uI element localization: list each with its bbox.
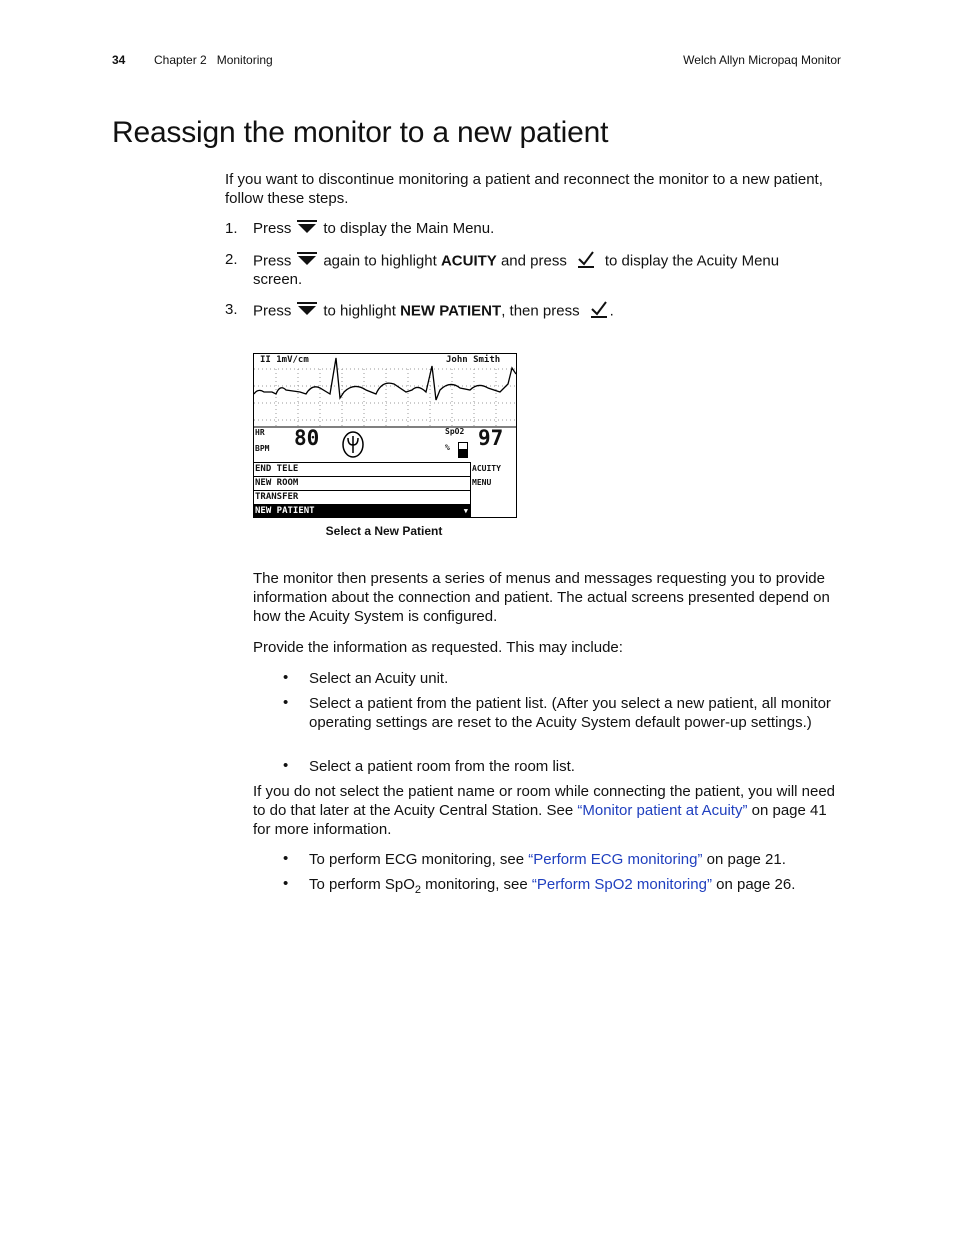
bullet-marker: • <box>283 875 289 892</box>
bullet-marker: • <box>283 694 289 711</box>
chapter-header: Chapter 2 Monitoring <box>154 53 273 67</box>
bullet-marker: • <box>283 850 289 867</box>
bpm-label: BPM <box>255 444 270 453</box>
bullet-ecg-monitoring: To perform ECG monitoring, see “Perform ECG monitoring” on page 21. <box>309 851 786 868</box>
patient-name: John Smith <box>446 355 501 365</box>
step-1: Press to display the Main Menu. <box>253 220 495 237</box>
percent-label: % <box>445 443 450 452</box>
link-monitor-patient-at-acuity[interactable]: “Monitor patient at Acuity” <box>577 802 748 819</box>
ecg-waveform <box>254 354 516 429</box>
step-number: 3. <box>225 301 238 318</box>
paragraph-provide-info: Provide the information as requested. This may include: <box>253 639 623 656</box>
paragraph-monitor-presents: The monitor then presents a series of menus and messages requesting you to provide information about the connection and patient. The actual screens presented depend on how the Acuity System is configured. <box>253 570 830 625</box>
heart-rate-value: 80 <box>294 426 320 450</box>
acuity-label: ACUITY <box>472 464 501 473</box>
spo2-label: SpO2 <box>445 427 465 436</box>
down-arrow-key-icon <box>297 220 317 239</box>
monitor-screen-figure <box>253 353 517 518</box>
check-key-icon <box>577 250 595 273</box>
patient-connection-icon <box>342 431 364 458</box>
bullet-marker: • <box>283 757 289 774</box>
menu-item-new-room[interactable]: NEW ROOM <box>254 477 470 491</box>
menu-item-end-tele[interactable]: END TELE <box>254 463 470 477</box>
menu-label: MENU <box>472 478 492 487</box>
paragraph-later-at-central: If you do not select the patient name or room while connecting the patient, you will need to do that later at the Acuity Central Station. See “Monitor patient at Acuity” on page 41 for more information. <box>253 783 836 838</box>
hr-label: HR <box>255 428 265 437</box>
bullet-room-list: Select a patient room from the room list. <box>309 758 575 775</box>
step-2: Press again to highlight ACUITY and press to display the Acuity Menu <box>253 250 833 273</box>
bullet-patient-list: Select a patient from the patient list. (After you select a new patient, all monitor operating settings are reset to the Acuity System default power-up settings.) <box>309 695 831 731</box>
step-3: Press to highlight NEW PATIENT, then press . <box>253 300 833 323</box>
bullet-spo2-monitoring: To perform SpO$_2$ monitoring, see “Perform SpO2 monitoring” on page 26. <box>309 876 796 896</box>
link-perform-ecg-monitoring[interactable]: “Perform ECG monitoring” <box>528 851 703 868</box>
menu-list <box>254 462 471 518</box>
bullet-marker: • <box>283 669 289 686</box>
spo2-signal-bar <box>458 442 468 458</box>
document-title: Welch Allyn Micropaq Monitor <box>683 53 841 67</box>
bullet-acuity-unit: Select an Acuity unit. <box>309 670 449 687</box>
scroll-down-icon: ▼ <box>463 507 468 515</box>
menu-item-transfer[interactable]: TRANSFER <box>254 491 470 505</box>
ecg-lead-label: II 1mV/cm <box>260 355 309 365</box>
step-number: 2. <box>225 251 238 268</box>
link-perform-spo2-monitoring[interactable]: “Perform SpO2 monitoring” <box>531 876 712 893</box>
figure-caption: Select a New Patient <box>325 524 443 538</box>
step-number: 1. <box>225 220 238 237</box>
down-arrow-key-icon <box>297 302 317 321</box>
section-title: Reassign the monitor to a new patient <box>112 116 609 149</box>
intro-paragraph: If you want to discontinue monitoring a patient and reconnect the monitor to a new patient, follow these steps. <box>225 171 823 207</box>
step-2-continuation: screen. <box>253 271 303 288</box>
check-key-icon <box>590 300 608 323</box>
down-arrow-key-icon <box>297 252 317 271</box>
page-number: 34 <box>112 53 126 67</box>
spo2-value: 97 <box>478 426 504 450</box>
menu-item-new-patient-selected[interactable]: NEW PATIENT ▼ <box>255 506 468 516</box>
